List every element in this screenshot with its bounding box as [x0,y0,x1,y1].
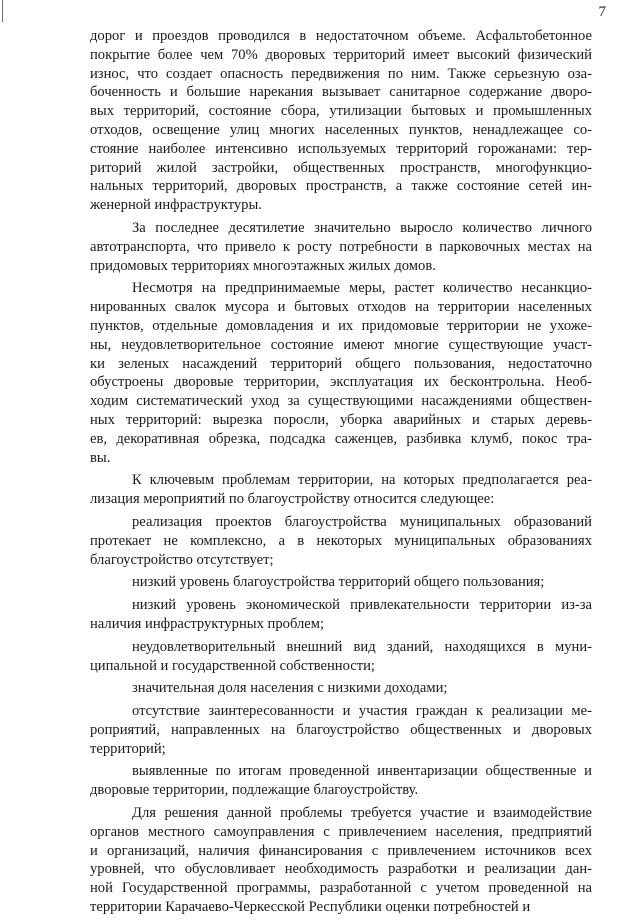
paragraph [90,219,592,275]
text-line: вых территорий, состояние сбора, утилизации бытовых и промышленных [90,103,592,120]
text-line: реализация проектов благоустройства муниципальных образований [132,513,592,530]
paragraph [90,573,592,592]
text-line: ев, декоративная обрезка, подсадка саженцев, разбивка клумб, покос тра- [90,430,592,447]
paragraph [90,471,592,509]
text-line: территории Карачаево-Черкесской Республики оценки потребностей и [90,899,531,916]
text-line: благоустройство отсутствует; [90,551,274,568]
text-line: придомовых территориях многоэтажных жилых домов. [90,257,436,274]
text-line: выявленные по итогам проведенной инвентаризации общественные и [132,763,592,780]
text-line: лизация мероприятий по благоустройству относится следующее: [90,491,495,508]
paragraph [90,679,592,698]
text-line: уровней, что обусловливает необходимость разработки и реализации дан- [90,861,592,878]
text-line: нированных свалок мусора и бытовых отходов на территории населенных [90,299,592,316]
text-line: покрытие более чем 70% дворовых территорий имеет высокий физический [90,46,592,63]
paragraph [90,638,592,676]
text-line: и организаций, наличия финансирования с привлечением источников всех [90,842,592,859]
text-line: органов местного самоуправления с привлечением населения, предприятий [90,823,592,840]
text-line: риторий жилой застройки, общественных пространств, многофункцио- [90,159,592,176]
paragraph [90,804,592,917]
text-line: протекает не комплексно, а в некоторых муниципальных образованиях [90,532,592,549]
text-line: территорий; [90,740,166,757]
page-number: 7 [598,4,606,20]
document-body [90,27,592,921]
text-line: износ, что создает опасность передвижения по ним. Также серьезную оза- [90,65,592,82]
paragraph [90,279,592,467]
paragraph [90,27,592,215]
paragraph [90,513,592,569]
text-line: ходим систематический уход за существующими насаждениями обществен- [90,393,592,410]
text-line: стояние наиболее интенсивно используемых территорий горожанами: тер- [90,140,592,157]
paragraph [90,702,592,758]
text-line: За последнее десятилетие значительно выросло количество личного [132,219,592,236]
text-line: низкий уровень благоустройства территорий общего пользования; [132,574,545,591]
text-line: вы. [90,449,111,466]
text-line: ципальной и государственной собственности; [90,657,375,674]
text-line: роприятий, направленных на благоустройство общественных и дворовых [90,721,592,738]
text-line: наличия инфраструктурных проблем; [90,615,325,632]
text-line: низкий уровень экономической привлекательности территории из-за [132,597,592,614]
text-line: обустроены дворовые территории, эксплуатация их бесконтрольна. Необ- [90,374,592,391]
margin-mark [2,0,3,22]
text-line: отходов, освещение улиц многих населенных пунктов, ненадлежащее со- [90,121,592,138]
text-line: ны, неудовлетворительное состояние имеют многие существующие участ- [90,336,592,353]
text-line: К ключевым проблемам территории, на которых предполагается реа- [132,472,592,489]
text-line: Несмотря на предпринимаемые меры, растет количество несанкцио- [132,280,592,297]
paragraph [90,762,592,800]
text-line: ной Государственной программы, разработанной с учетом проведенной на [90,880,592,897]
text-line: дворовые территории, подлежащие благоустройству. [90,782,419,799]
text-line: дорог и проездов проводился в недостаточном объеме. Асфальтобетонное [90,28,592,44]
text-line: ки зеленых насаждений территорий общего пользования, недостаточно [90,355,592,372]
text-line: отсутствие заинтересованности и участия граждан к реализации ме- [132,703,592,720]
text-line: автотранспорта, что привело к росту потребности в парковочных местах на [90,238,592,255]
text-line: ных территорий: вырезка поросли, уборка аварийных и старых деревь- [90,411,592,428]
text-line: женерной инфраструктуры. [90,197,262,214]
text-line: значительная доля населения с низкими доходами; [132,680,448,697]
text-line: неудовлетворительный внешний вид зданий, находящихся в муни- [132,638,592,655]
text-line: пунктов, отдельные домовладения и их придомовые территории не ухоже- [90,317,592,334]
text-line: нальных территорий, дворовых пространств, а также состояние сетей ин- [90,178,592,195]
text-line: Для решения данной проблемы требуется участие и взаимодействие [132,805,592,822]
paragraph [90,596,592,634]
text-line: боченность и большие нарекания вызывает санитарное содержание дворо- [90,84,592,101]
